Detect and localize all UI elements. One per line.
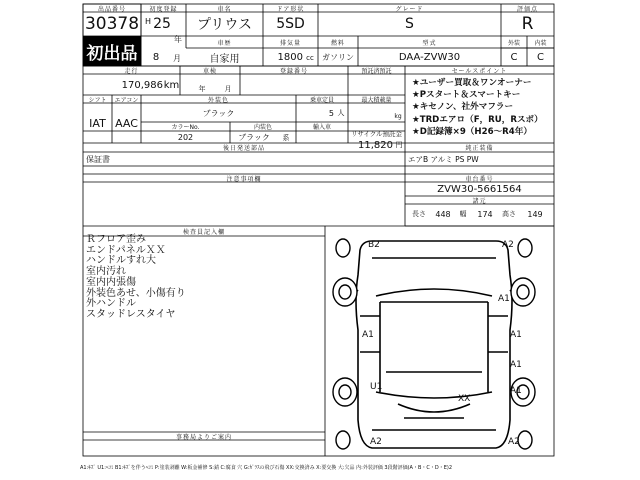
door-label: ドア形状 (276, 5, 305, 12)
equipment-label: 純正装備 (465, 145, 494, 152)
score-label: 評価点 (516, 5, 538, 12)
inspector-note: Ｒフロア歪み (86, 234, 146, 245)
height-label: 高さ (502, 210, 516, 218)
damage-mark: A2 (370, 437, 382, 447)
era: H (144, 16, 151, 26)
mileage: 170,986 (121, 79, 163, 91)
inspector-note: スタッドレスタイヤ (86, 308, 176, 320)
inspector-note: 室内汚れ (86, 266, 126, 278)
ext-color: ブラック (202, 108, 235, 118)
year-unit: 年 (174, 34, 182, 44)
ext-score: C (510, 51, 518, 63)
recycle-amount: 11,820 (358, 139, 393, 151)
lot-no-label: 出品番号 (97, 5, 126, 12)
overall-score: R (521, 14, 534, 34)
inspection-year-unit: 年 (198, 85, 206, 93)
damage-mark: A1 (510, 330, 522, 340)
inspector-note: エンドパネルＸＸ (86, 244, 166, 256)
damage-mark: A2 (502, 240, 514, 250)
displacement: 1800 (277, 51, 303, 63)
color-no: 202 (177, 132, 194, 142)
door-type: 5SD (276, 16, 305, 32)
sales-point: ★D記録簿×9（H26～R4年） (412, 126, 532, 137)
sales-points-label: セールスポイント (451, 67, 508, 74)
chassis-label: 車台番号 (465, 175, 494, 182)
damage-mark: A2 (508, 437, 520, 447)
accessories-label: 後日発送部品 (222, 145, 265, 152)
max-load-label: 最大積載量 (361, 96, 392, 103)
damage-mark: U1 (370, 382, 383, 392)
displacement-unit: cc (306, 54, 314, 62)
chassis-number: ZVW30-5661564 (437, 183, 522, 195)
office-label: 事務局よりご案内 (175, 433, 232, 440)
first-reg-year: 25 (153, 16, 171, 32)
model-label: 型式 (422, 39, 437, 47)
damage-mark: A1 (362, 330, 374, 340)
month-unit: 月 (173, 53, 181, 63)
import-label: 輸入車 (312, 124, 331, 131)
recycle-unit: 円 (395, 141, 403, 149)
width: 174 (477, 209, 493, 219)
int-color-label: 内装色 (253, 124, 272, 131)
damage-mark: A1 (510, 386, 522, 396)
inspector-note: 外装色あせ、小傷有り (86, 287, 186, 299)
ac-label: エアコン (114, 96, 139, 103)
accessories-value: 保証書 (86, 155, 110, 164)
shift-label: シフト (88, 96, 107, 103)
sales-point: ★TRDエアロ（F，RU，Rスポ） (412, 114, 543, 125)
car-name: プリウス (196, 17, 253, 33)
shift: IAT (89, 116, 106, 130)
capacity-unit: 人 (337, 109, 345, 117)
dimensions-label: 諸元 (472, 197, 487, 204)
lot-no: 30378 (84, 14, 140, 34)
max-load-unit: kg (394, 112, 402, 120)
reg-no-label: 登録番号 (279, 67, 308, 74)
recycle-label: 預託済預託 (361, 67, 392, 74)
capacity: 5 (328, 108, 334, 118)
first-listing-badge: 初出品 (83, 36, 141, 66)
inspector-label: 検査員記入欄 (182, 228, 225, 236)
equipment-value: エアB アルミ PS PW (408, 155, 479, 164)
model-code: DAA-ZVW30 (398, 51, 461, 63)
legend-footer: A1:ｷｽﾞ U1:ﾍｺﾐ B1:ｷｽﾞを伴うﾍｺﾐ P:塗装剥離 W:板金補修 S:錆 C:腐食 穴 G:ｶﾞﾗｽの飛び石傷 XX:交換済み X:要交換 大:欠品 内:外装評価 3段階評価(A・B・C・D・E)2 (80, 465, 453, 471)
int-score-label: 内装 (534, 39, 547, 47)
inspector-note: 外ハンドル (86, 298, 136, 310)
usage: 自家用 (209, 53, 240, 65)
notes-label: 注意事項欄 (226, 175, 262, 182)
damage-mark: XX (458, 394, 471, 404)
ext-color-label: 外装色 (207, 96, 229, 103)
ac: AAC (115, 116, 138, 130)
capacity-label: 乗車定員 (309, 96, 334, 103)
int-score: C (537, 51, 544, 63)
ext-score-label: 外装 (507, 39, 520, 47)
sales-point: ★キセノン、社外マフラー (412, 102, 514, 113)
fuel-label: 燃料 (330, 39, 345, 47)
usage-label: 車歴 (217, 39, 232, 47)
damage-mark: A1 (510, 360, 522, 370)
color-no-label: カラーNo. (171, 124, 200, 131)
inspector-note: ハンドルすれ大 (86, 255, 156, 267)
width-label: 幅 (459, 210, 467, 218)
mileage-label: 走行 (124, 67, 139, 74)
int-color: ブラック (238, 132, 270, 142)
length: 448 (435, 209, 451, 219)
int-color-unit: 系 (282, 134, 290, 142)
first-reg-label: 初度登録 (149, 5, 178, 12)
mileage-unit: km (163, 79, 180, 91)
damage-mark: A1 (498, 294, 510, 304)
length-label: 長さ (412, 210, 426, 218)
sales-point: ★Pスタート＆スマートキー (412, 90, 521, 101)
first-reg-month: 8 (152, 51, 160, 63)
height: 149 (527, 209, 543, 219)
grade-label: グレード (395, 5, 424, 12)
fuel: ガソリン (322, 52, 354, 62)
inspection-month-unit: 月 (224, 85, 232, 93)
inspection-label: 車検 (202, 67, 217, 74)
recycle-note: リサイクル預託金 (350, 129, 403, 138)
inspector-note: 室内内張傷 (86, 276, 136, 288)
displacement-label: 排気量 (279, 39, 301, 47)
sales-point: ★ユーザー買取＆ワンオーナー (412, 78, 532, 88)
damage-mark: B2 (368, 240, 380, 250)
grade: S (405, 16, 414, 32)
car-name-label: 車名 (217, 5, 232, 12)
